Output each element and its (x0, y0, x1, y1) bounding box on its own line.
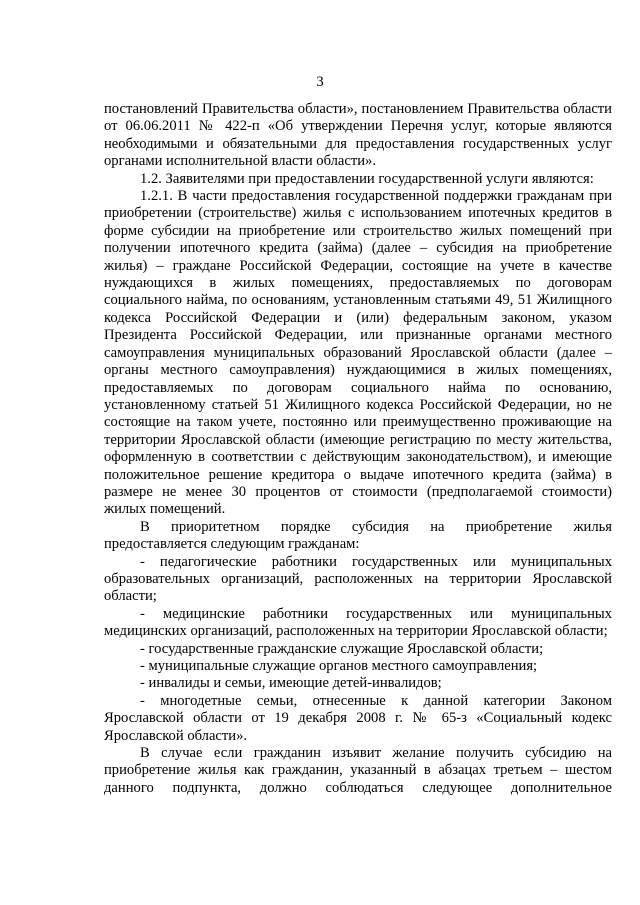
list-item-disabled: - инвалиды и семьи, имеющие детей-инвалидов; (140, 675, 442, 692)
page-number: 3 (316, 74, 324, 90)
list-item-large-families: - многодетные семьи, отнесенные к данной категории Законом Ярославской области от 19 декабря 2008 г. № 65-з «Социальный кодекс Ярославской области». (104, 692, 612, 744)
document-body (104, 101, 612, 797)
paragraph-applicants-heading: 1.2. Заявителями при предоставлении государственной услуги являются: (140, 170, 594, 187)
list-item-municipal-servants: - муниципальные служащие органов местного самоуправления; (140, 658, 538, 674)
list-item-civil-servants: - государственные гражданские служащие Ярославской области; (140, 640, 544, 657)
paragraph-additional-condition: В случае если гражданин изъявит желание получить субсидию на приобретение жилья как гражданин, указанный в абзацах третьем – шестом данного подпункта, должно соблюдаться следующее дополнительное (104, 745, 612, 796)
paragraph-continuation: постановлений Правительства области», постановлением Правительства области от 06.06.2011 № 422-п «Об утверждении Перечня услуг, которые являются необходимыми и обязательными для предоставления государственных услуг органами исполнительной власти области». (104, 101, 612, 170)
paragraph-1-2-1: 1.2.1. В части предоставления государственной поддержки гражданам при приобретении (строительстве) жилья с использованием ипотечных кредитов в форме субсидии на приобретение или строительство жилых помещений при получении ипотечного кредита (займа) (далее – субсидия на приобретение жилья) – граждане Российской Федерации, состоящие на учете в качестве нуждающихся в жилых помещениях, предоставляемых по договорам социального найма, по основаниям, установленным статьями 49, 51 Жилищного кодекса Российской Федерации и (или) федеральным законом, указом Президента Российской Федерации, или признанные органами местного самоуправления муниципальных образований Ярославской области (далее – органы местного самоуправления) нуждающимися в жилых помещениях, предоставляемых по договорам социального найма по основанию, установленному статьей 51 Жилищного кодекса Российской Федерации, но не состоящие на таком учете, постоянно или преимущественно проживающие на территории Ярославской области (имеющие регистрацию по месту жительства, оформленную в соответствии с действующим законодательством), и имеющие положительное решение кредитора о выдаче ипотечного кредита (займа) в размере не менее 30 процентов от стоимости (предполагаемой стоимости) жилых помещений. (104, 188, 612, 518)
paragraph-priority-intro: В приоритетном порядке субсидия на приобретение жилья предоставляется следующим гражданам: (104, 518, 612, 553)
list-item-teachers: - педагогические работники государственных или муниципальных образовательных организаций, расположенных на территории Ярославской области; (104, 553, 612, 605)
list-item-medical-workers: - медицинские работники государственных или муниципальных медицинских организаций, расположенных на территории Ярославской области; (104, 605, 612, 640)
